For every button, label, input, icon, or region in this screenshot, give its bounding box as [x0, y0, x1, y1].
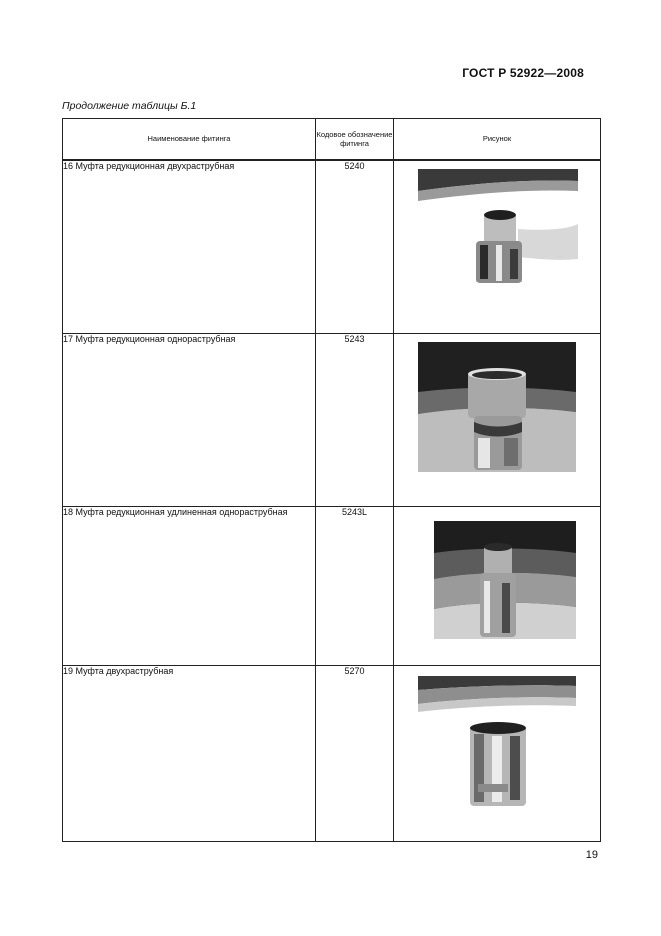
- extended-reducing-coupling-photo: [434, 521, 576, 639]
- reducing-coupling-single-socket-photo: [418, 342, 576, 472]
- table-row: [63, 160, 601, 334]
- fittings-table: [62, 118, 601, 842]
- column-header-code: Кодовое обозначение фитинга: [316, 119, 394, 161]
- column-header-picture: Рисунок: [394, 119, 601, 161]
- table-header-row: [63, 119, 601, 161]
- fitting-picture-cell: [394, 160, 601, 334]
- fitting-code: 5240: [316, 160, 394, 334]
- fitting-name: 17 Муфта редукционная однораструбная: [63, 334, 316, 507]
- fitting-picture-cell: [394, 507, 601, 666]
- fitting-name: 16 Муфта редукционная двухраструбная: [63, 160, 316, 334]
- fitting-code: 5243: [316, 334, 394, 507]
- table-row: [63, 666, 601, 842]
- standard-number: ГОСТ Р 52922—2008: [462, 66, 584, 80]
- fitting-code: 5243L: [316, 507, 394, 666]
- table-row: [63, 334, 601, 507]
- fitting-name: 18 Муфта редукционная удлиненная однораструбная: [63, 507, 316, 666]
- double-socket-coupling-photo: [418, 676, 576, 811]
- reducing-coupling-double-socket-photo: [418, 169, 578, 289]
- table-continuation-caption: Продолжение таблицы Б.1: [62, 100, 197, 112]
- fitting-name: 19 Муфта двухраструбная: [63, 666, 316, 842]
- page-number: 19: [585, 849, 598, 861]
- fitting-picture-cell: [394, 334, 601, 507]
- fitting-picture-cell: [394, 666, 601, 842]
- column-header-name: Наименование фитинга: [63, 119, 316, 161]
- fitting-code: 5270: [316, 666, 394, 842]
- table-row: [63, 507, 601, 666]
